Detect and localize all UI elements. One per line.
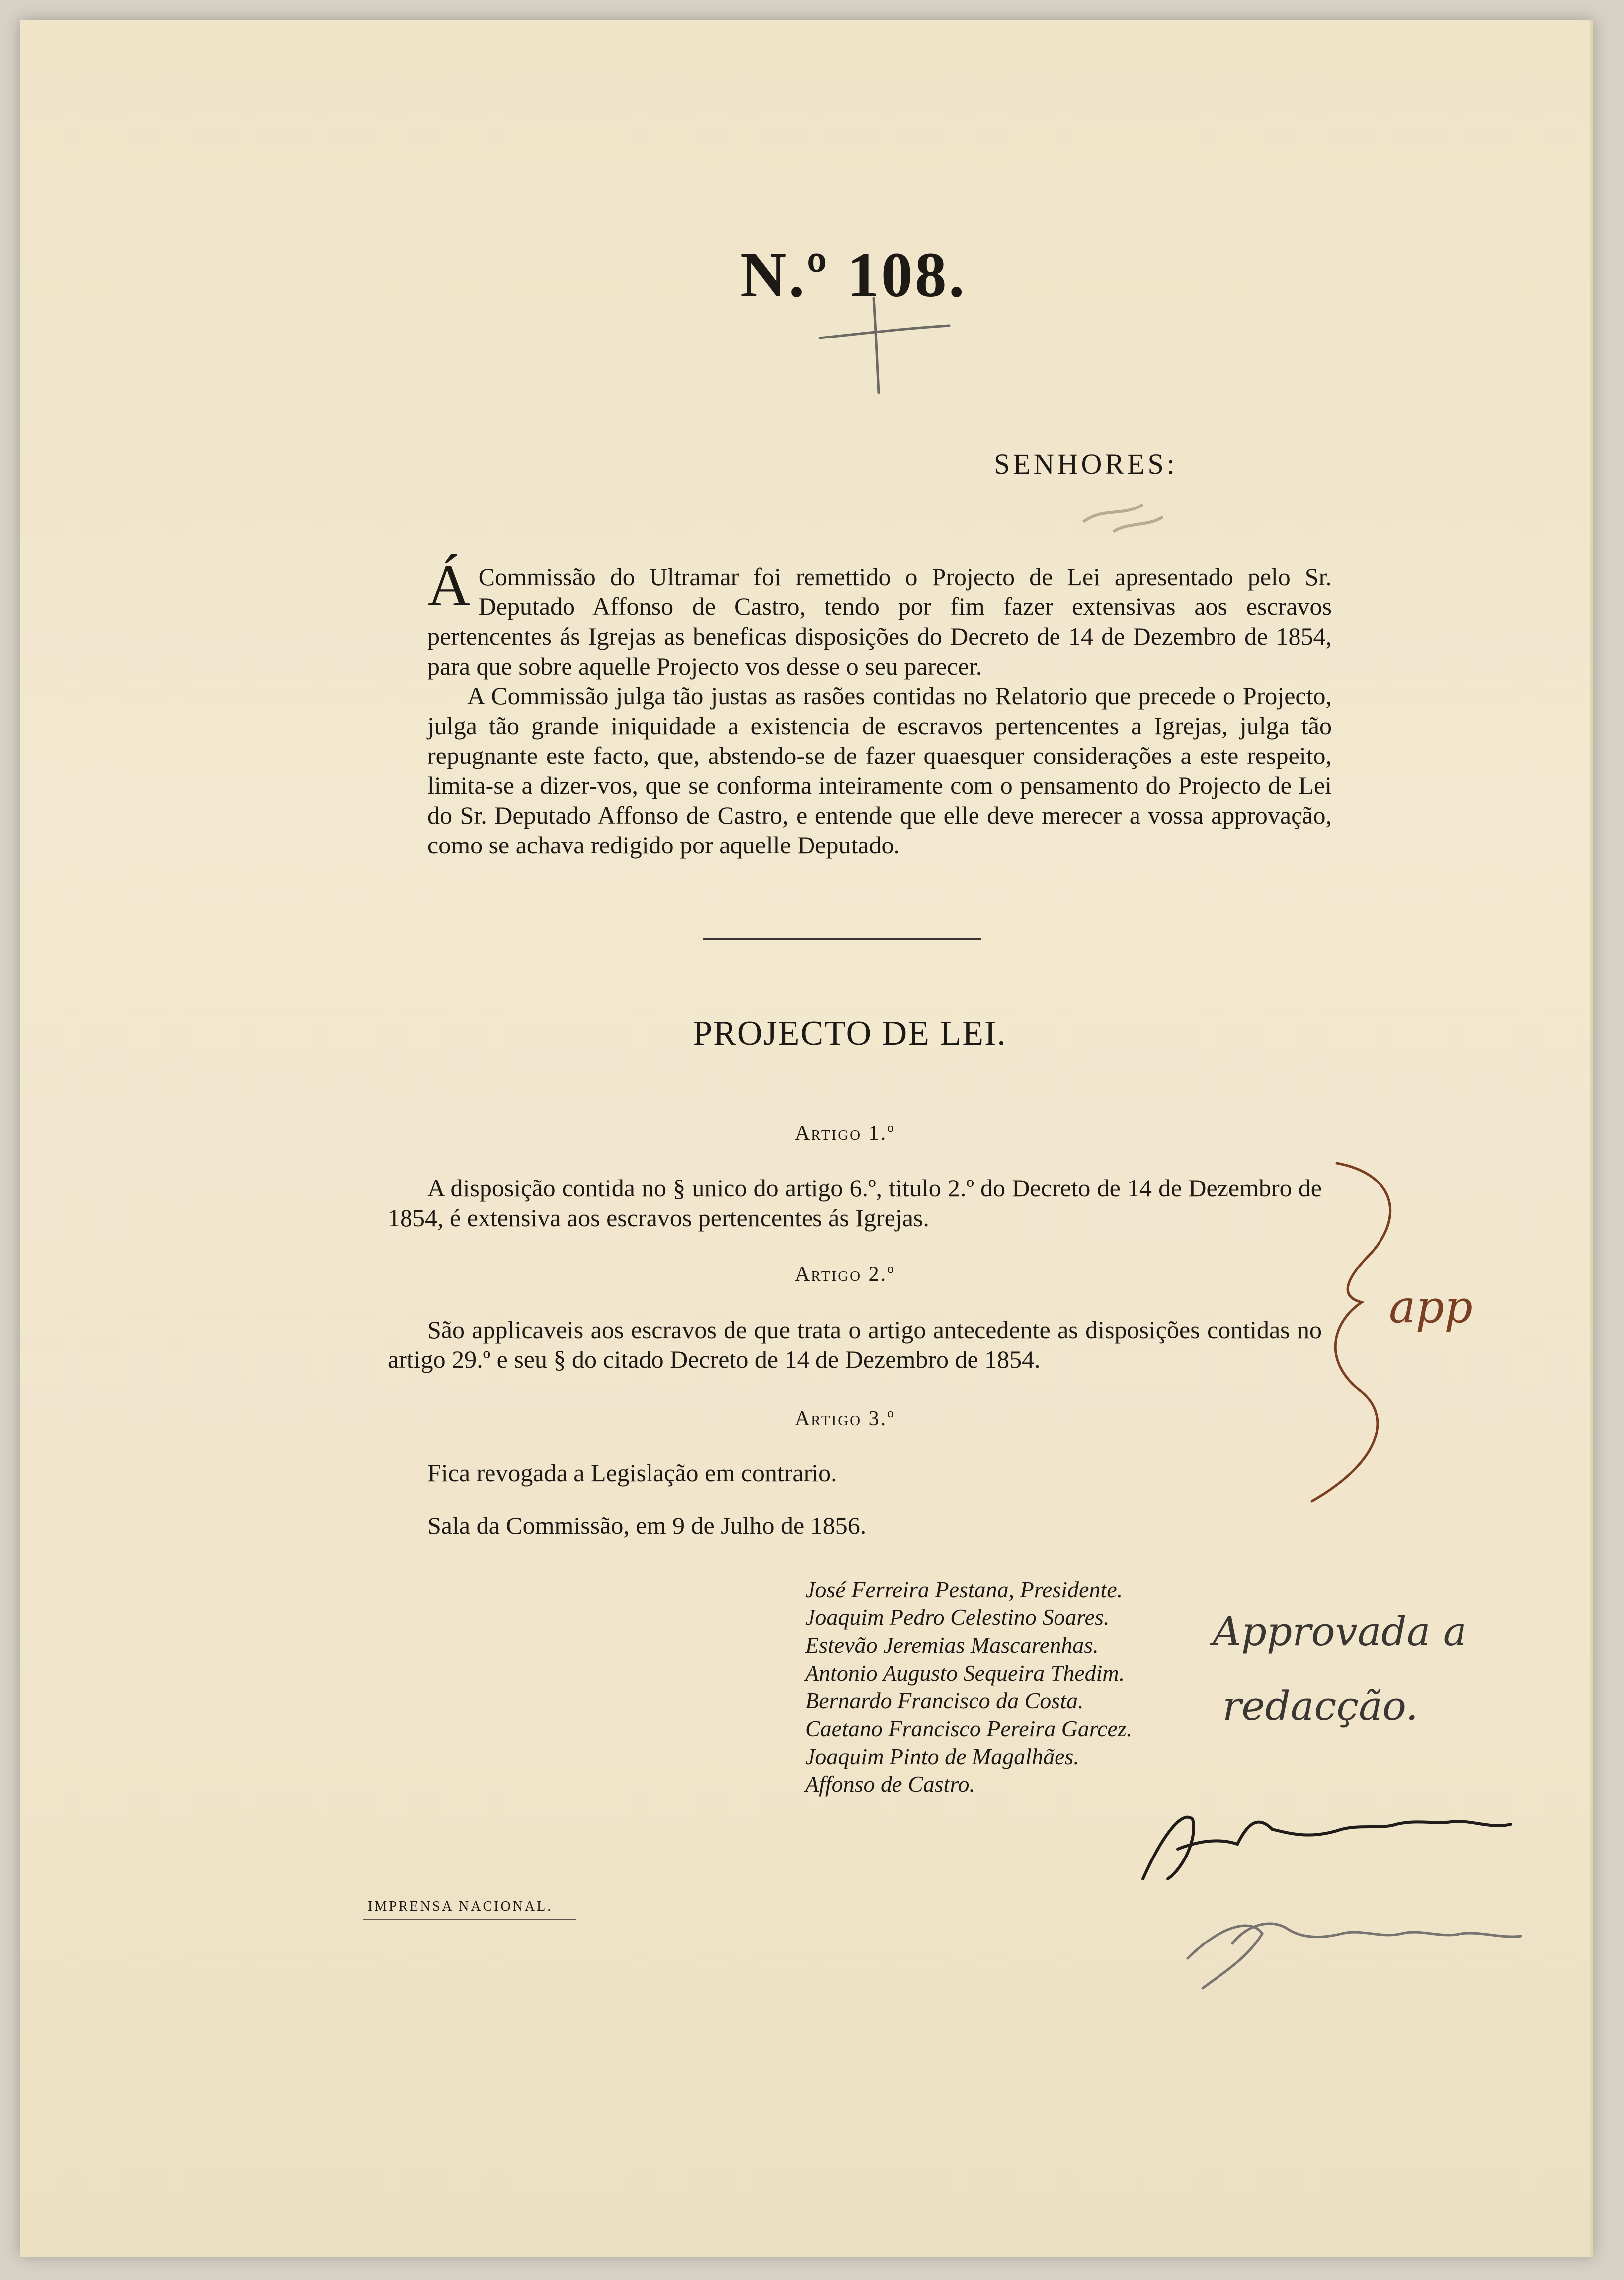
pencil-faint-mark [1083,505,1163,532]
member-name: Estevão Jeremias Mascarenhas. [805,1632,1099,1658]
report-paragraph-1: Á Commissão do Ultramar foi remettido o Projecto de Lei apresentado pelo Sr. Deputado Affonso de Castro, tendo por fim fazer extensivas aos escravos pertencentes ás Igrejas as beneficas disposições do Decreto de 14 de Dezembro de 1854, para que sobre aquelle Projecto vos desse o seu parecer. [427,552,1332,680]
member-name: Joaquim Pedro Celestino Soares. [805,1604,1110,1630]
member-name: Antonio Augusto Sequeira Thedim. [805,1660,1125,1686]
article-2-text: São applicaveis aos escravos de que trata o artigo antecedente as disposições contidas no artigo 29.º e seu § do citado Decreto de 14 de Dezembro de 1854. [388,1316,1322,1373]
imprint: IMPRENSA NACIONAL. [368,1899,553,1914]
article-1-heading: Artigo 1.º [794,1122,895,1145]
margin-brace [1312,1163,1390,1501]
dropcap: Á [427,552,471,618]
projecto-title: PROJECTO DE LEI. [693,1014,1007,1053]
article-3-text: Fica revogada a Legislação em contrario. [427,1459,837,1487]
member-name: Affonso de Castro. [805,1772,975,1797]
article-3-heading: Artigo 3.º [794,1407,895,1430]
article-2-heading: Artigo 2.º [794,1263,895,1286]
salutation: SENHORES: [994,448,1178,480]
handwritten-annotations [20,20,1590,2257]
member-name: Caetano Francisco Pereira Garcez. [805,1716,1133,1741]
member-name: Joaquim Pinto de Magalhães. [805,1744,1079,1769]
document-page [20,20,1593,2257]
article-1-text: A disposição contida no § unico do artigo 6.º, titulo 2.º do Decreto de 14 de Dezembro de 1854, é extensiva aos escravos pertencentes ás Igrejas. [388,1174,1322,1232]
member-name: José Ferreira Pestana, Presidente. [805,1577,1123,1602]
signature-ribeiro [1188,1924,1521,1988]
signature-sampaio [1143,1817,1511,1879]
document-number: N.º 108. [740,240,967,310]
approval-line-1: Approvada a [1213,1608,1467,1655]
margin-note-app: app [1389,1281,1473,1333]
pencil-cross-mark [820,298,949,393]
sala-da-commissao: Sala da Commissão, em 9 de Julho de 1856. [427,1512,867,1539]
report-paragraph-2: A Commissão julga tão justas as rasões contidas no Relatorio que precede o Projecto, julga tão grande iniquidade a existencia de escravos pertencentes a Igrejas, julga tão repugnante este facto, que, abstendo-se de fazer quaesquer considerações a este respeito, limita-se a dizer-vos, que se conforma inteiramente com o pensamento do Projecto de Lei do Sr. Deputado Affonso de Castro, e entende que elle deve merecer a vossa approvação, como se achava redigido por aquelle Deputado. [427,682,1332,859]
member-name: Bernardo Francisco da Costa. [805,1688,1084,1713]
approval-line-2: redacção. [1222,1683,1418,1729]
